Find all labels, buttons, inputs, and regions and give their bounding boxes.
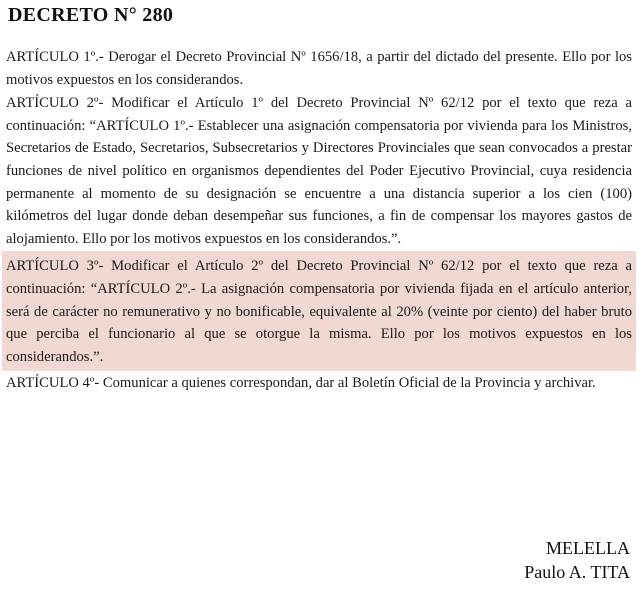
article-2-label: ARTÍCULO 2º- — [6, 95, 104, 112]
signature-governor: MELELLA — [546, 538, 630, 558]
article-4-label: ARTÍCULO 4º- — [6, 375, 100, 392]
article-4-text: Comunicar a quienes correspondan, dar al Boletín Oficial de la Provincia y archivar. — [102, 375, 596, 392]
article-1-label: ARTÍCULO 1º.- — [6, 49, 104, 65]
article-2-text: Modificar el Artículo 1º del Decreto Provincial Nº 62/12 por el texto que reza a continuación: “ARTÍCULO 1º.- Establecer una asignación compensatoria por vivienda para los Ministros, Secretarios de Estado, Secretarios, Subsecretarios y Directores Provinciales que sean convocados a prestar funciones de nivel político en organismos dependientes del Poder Ejecutivo Provincial, cuya residencia permanente al momento de su designación se encuentre a una distancia superior a los cien (100) kilómetros del lugar donde deban desempeñar sus funciones, a fin de compensar los mayores gastos de alojamiento. Ello por los motivos expuestos en los considerandos.”. — [6, 95, 632, 247]
article-3-label: ARTÍCULO 3º- — [6, 258, 104, 275]
signature-block — [524, 536, 630, 584]
signature-minister: Paulo A. TITA — [524, 562, 630, 582]
article-4 — [6, 372, 632, 395]
decree-body — [6, 46, 632, 396]
article-3-highlighted — [2, 251, 636, 371]
article-1-text: Derogar el Decreto Provincial Nº 1656/18, a partir del dictado del presente. Ello por los motivos expuestos en los considerandos. — [6, 49, 632, 88]
article-1 — [6, 46, 632, 91]
decree-title: DECRETO N° 280 — [8, 4, 174, 26]
article-2 — [6, 92, 632, 250]
article-3-text: Modificar el Artículo 2º del Decreto Provincial Nº 62/12 por el texto que reza a continuación: “ARTÍCULO 2º.- La asignación compensatoria por vivienda fijada en el artículo anterior, será de carácter no remunerativo y no bonificable, equivalente al 20% (veinte por ciento) del haber bruto que perciba el funcionario al que se otorgue la misma. Ello por los motivos expuestos en los considerandos.”. — [6, 258, 632, 365]
